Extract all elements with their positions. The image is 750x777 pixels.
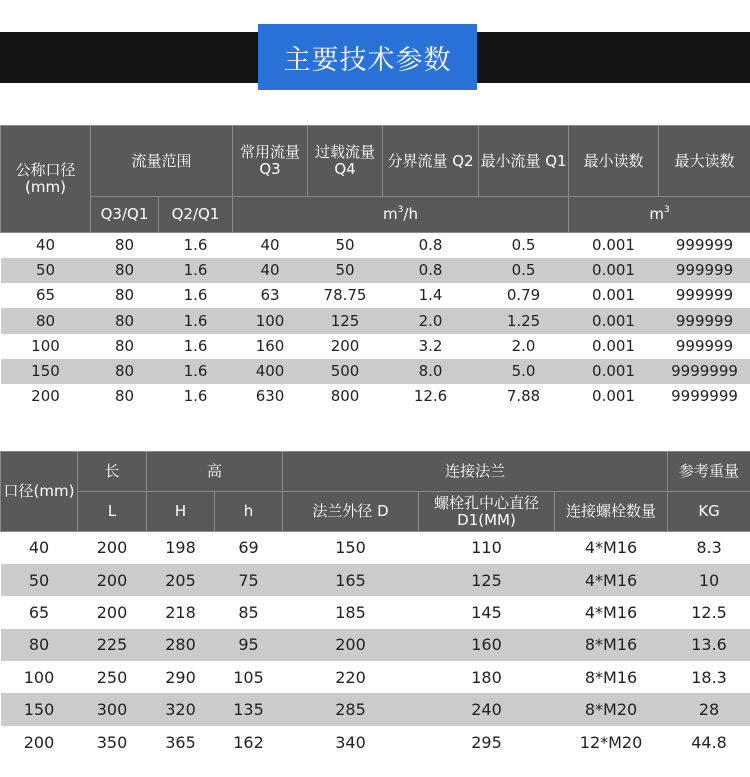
table-cell: 0.001 bbox=[592, 286, 635, 305]
flow-spec-table bbox=[0, 125, 750, 410]
header-flow-unit: $m^3/h$ bbox=[233, 197, 569, 233]
table-cell: 150 bbox=[335, 538, 366, 558]
table-row bbox=[1, 532, 750, 564]
table-row bbox=[1, 233, 750, 258]
table-cell: 80 bbox=[114, 286, 135, 305]
table-cell: 7.88 bbox=[506, 387, 541, 406]
header-height: 高 bbox=[147, 452, 283, 492]
table-cell: 80 bbox=[1, 629, 78, 661]
table-row bbox=[1, 283, 750, 308]
table-cell: 100 bbox=[23, 667, 55, 687]
table-cell: 10 bbox=[668, 564, 750, 596]
header-q3: 常用流量 Q3 bbox=[233, 126, 308, 197]
table-cell: 50 bbox=[335, 235, 355, 254]
header-weight: 参考重量 bbox=[668, 452, 750, 492]
table-cell: 65 bbox=[35, 286, 56, 305]
header-flange: 连接法兰 bbox=[283, 452, 668, 492]
header-q3-q1: Q3/Q1 bbox=[91, 197, 159, 233]
table-row bbox=[1, 596, 750, 628]
table-cell: 0.79 bbox=[506, 286, 541, 305]
header-H: H bbox=[147, 492, 215, 532]
table-cell: 40 bbox=[35, 235, 56, 254]
table-cell: 200 bbox=[330, 336, 360, 355]
table-cell: 12.5 bbox=[691, 602, 727, 622]
header-max-reading: 最大读数 bbox=[659, 126, 750, 197]
table-cell: 280 bbox=[147, 629, 215, 661]
table-cell: 200 bbox=[96, 538, 128, 558]
table-cell: 8*M20 bbox=[555, 693, 668, 725]
table-cell: 1.4 bbox=[418, 286, 443, 305]
table-cell: 105 bbox=[233, 667, 264, 687]
table-cell: 44.8 bbox=[691, 732, 727, 752]
table-cell: 40 bbox=[28, 538, 50, 558]
header-bolt-center: 螺栓孔中心直径 D1(MM) bbox=[419, 492, 555, 532]
table-cell: 198 bbox=[165, 538, 196, 558]
header-q4: 过载流量 Q4 bbox=[308, 126, 383, 197]
table-cell: 95 bbox=[215, 629, 283, 661]
table-cell: 999999 bbox=[675, 336, 734, 355]
table-cell: 205 bbox=[147, 564, 215, 596]
header-min-reading: 最小读数 bbox=[569, 126, 659, 197]
table-cell: 85 bbox=[238, 602, 259, 622]
table-row bbox=[1, 258, 750, 283]
table-cell: 0.8 bbox=[418, 235, 443, 254]
table-cell: 1.6 bbox=[159, 258, 233, 283]
table-cell: 3.2 bbox=[418, 336, 443, 355]
table-cell: 5.0 bbox=[479, 359, 569, 384]
table-cell: 350 bbox=[96, 732, 128, 752]
table-cell: 9999999 bbox=[659, 359, 750, 384]
table-row bbox=[1, 384, 750, 409]
table-cell: 999999 bbox=[675, 286, 734, 305]
table-cell: 135 bbox=[215, 693, 283, 725]
header-flow-range: 流量范围 bbox=[91, 126, 233, 197]
table-cell: 240 bbox=[419, 693, 555, 725]
table-cell: 200 bbox=[23, 732, 55, 752]
table-cell: 200 bbox=[283, 629, 419, 661]
table-cell: 80 bbox=[114, 387, 135, 406]
table-cell: 40 bbox=[260, 235, 280, 254]
table-cell: 285 bbox=[283, 693, 419, 725]
table-cell: 50 bbox=[1, 258, 91, 283]
table-cell: 500 bbox=[308, 359, 383, 384]
table-cell: 999999 bbox=[675, 235, 734, 254]
table-cell: 8*M16 bbox=[555, 629, 668, 661]
table-cell: 300 bbox=[78, 693, 147, 725]
table-cell: 2.0 bbox=[511, 336, 536, 355]
table-cell: 365 bbox=[165, 732, 196, 752]
table-cell: 320 bbox=[147, 693, 215, 725]
table-cell: 2.0 bbox=[383, 308, 479, 333]
header-caliber: 公称口径(mm) bbox=[1, 126, 91, 233]
table-cell: 75 bbox=[215, 564, 283, 596]
header-reading-unit: $m^3$ bbox=[569, 197, 750, 233]
table-cell: 80 bbox=[91, 359, 159, 384]
header-L: L bbox=[78, 492, 147, 532]
table-cell: 180 bbox=[471, 667, 502, 687]
table-cell: 1.25 bbox=[479, 308, 569, 333]
table-cell: 1.6 bbox=[159, 308, 233, 333]
table-row bbox=[1, 308, 750, 333]
table-cell: 999999 bbox=[659, 258, 750, 283]
table-cell: 290 bbox=[165, 667, 196, 687]
table-cell: 1.6 bbox=[183, 235, 208, 254]
table-cell: 63 bbox=[260, 286, 280, 305]
table-row bbox=[1, 564, 750, 596]
table-cell: 800 bbox=[330, 387, 360, 406]
table-cell: 150 bbox=[1, 359, 91, 384]
table-cell: 78.75 bbox=[323, 286, 367, 305]
table-cell: 50 bbox=[1, 564, 78, 596]
dimension-table bbox=[0, 451, 750, 758]
table-cell: 225 bbox=[78, 629, 147, 661]
table-row bbox=[1, 661, 750, 693]
table-cell: 218 bbox=[165, 602, 196, 622]
table-cell: 12*M20 bbox=[579, 732, 643, 752]
table-row bbox=[1, 359, 750, 384]
header-h: h bbox=[215, 492, 283, 532]
table-row bbox=[1, 334, 750, 359]
table-cell: 8.3 bbox=[696, 538, 722, 558]
table-cell: 162 bbox=[233, 732, 264, 752]
table-cell: 69 bbox=[238, 538, 259, 558]
header-q1: 最小流量 Q1 bbox=[479, 126, 569, 197]
table-cell: 1.6 bbox=[183, 387, 208, 406]
table-cell: 1.6 bbox=[159, 359, 233, 384]
table-cell: 12.6 bbox=[413, 387, 448, 406]
table-cell: 160 bbox=[419, 629, 555, 661]
table-cell: 220 bbox=[335, 667, 366, 687]
table-cell: 110 bbox=[471, 538, 502, 558]
table-cell: 160 bbox=[255, 336, 285, 355]
table-row bbox=[1, 726, 750, 758]
table-cell: 100 bbox=[31, 336, 60, 355]
table-cell: 0.001 bbox=[592, 235, 635, 254]
table-cell: 80 bbox=[91, 258, 159, 283]
header-flange-od: 法兰外径 D bbox=[283, 492, 419, 532]
table-cell: 0.5 bbox=[479, 258, 569, 283]
table-cell: 9999999 bbox=[671, 387, 738, 406]
table-cell: 150 bbox=[1, 693, 78, 725]
table-cell: 999999 bbox=[659, 308, 750, 333]
table-cell: 1.6 bbox=[183, 336, 208, 355]
table-cell: 125 bbox=[419, 564, 555, 596]
table-cell: 100 bbox=[233, 308, 308, 333]
table-cell: 0.8 bbox=[383, 258, 479, 283]
page-title: 主要技术参数 bbox=[258, 24, 477, 90]
table-cell: 200 bbox=[31, 387, 60, 406]
table-cell: 13.6 bbox=[668, 629, 750, 661]
header-length: 长 bbox=[78, 452, 147, 492]
header-kg: KG bbox=[668, 492, 750, 532]
table-cell: 0.001 bbox=[569, 258, 659, 283]
header-bolt-count: 连接螺栓数量 bbox=[555, 492, 668, 532]
table-cell: 0.5 bbox=[511, 235, 536, 254]
table-cell: 8.0 bbox=[383, 359, 479, 384]
table-cell: 50 bbox=[308, 258, 383, 283]
table-cell: 80 bbox=[114, 235, 135, 254]
table-cell: 0.001 bbox=[592, 336, 635, 355]
table-cell: 80 bbox=[114, 336, 135, 355]
table-cell: 630 bbox=[255, 387, 285, 406]
table-cell: 65 bbox=[28, 602, 50, 622]
table-cell: 80 bbox=[91, 308, 159, 333]
table-cell: 400 bbox=[233, 359, 308, 384]
table-cell: 0.001 bbox=[592, 387, 635, 406]
table-cell: 185 bbox=[335, 602, 366, 622]
table-cell: 18.3 bbox=[691, 667, 727, 687]
table-cell: 8*M16 bbox=[584, 667, 638, 687]
table-cell: 200 bbox=[96, 602, 128, 622]
table-row bbox=[1, 693, 750, 725]
table-cell: 200 bbox=[78, 564, 147, 596]
table-cell: 40 bbox=[233, 258, 308, 283]
header-q2: 分界流量 Q2 bbox=[383, 126, 479, 197]
header-q2-q1: Q2/Q1 bbox=[159, 197, 233, 233]
table-cell: 340 bbox=[335, 732, 366, 752]
table-cell: 125 bbox=[308, 308, 383, 333]
table-cell: 0.001 bbox=[569, 359, 659, 384]
table-row bbox=[1, 629, 750, 661]
table-cell: 4*M16 bbox=[584, 602, 638, 622]
table-cell: 1.6 bbox=[183, 286, 208, 305]
table-cell: 80 bbox=[1, 308, 91, 333]
table-cell: 0.001 bbox=[569, 308, 659, 333]
table-cell: 4*M16 bbox=[555, 564, 668, 596]
table-cell: 145 bbox=[471, 602, 502, 622]
table-cell: 4*M16 bbox=[584, 538, 638, 558]
table-cell: 295 bbox=[471, 732, 502, 752]
header-caliber-2: 口径(mm) bbox=[1, 452, 78, 532]
table-cell: 165 bbox=[283, 564, 419, 596]
table-cell: 28 bbox=[668, 693, 750, 725]
table-cell: 250 bbox=[96, 667, 128, 687]
